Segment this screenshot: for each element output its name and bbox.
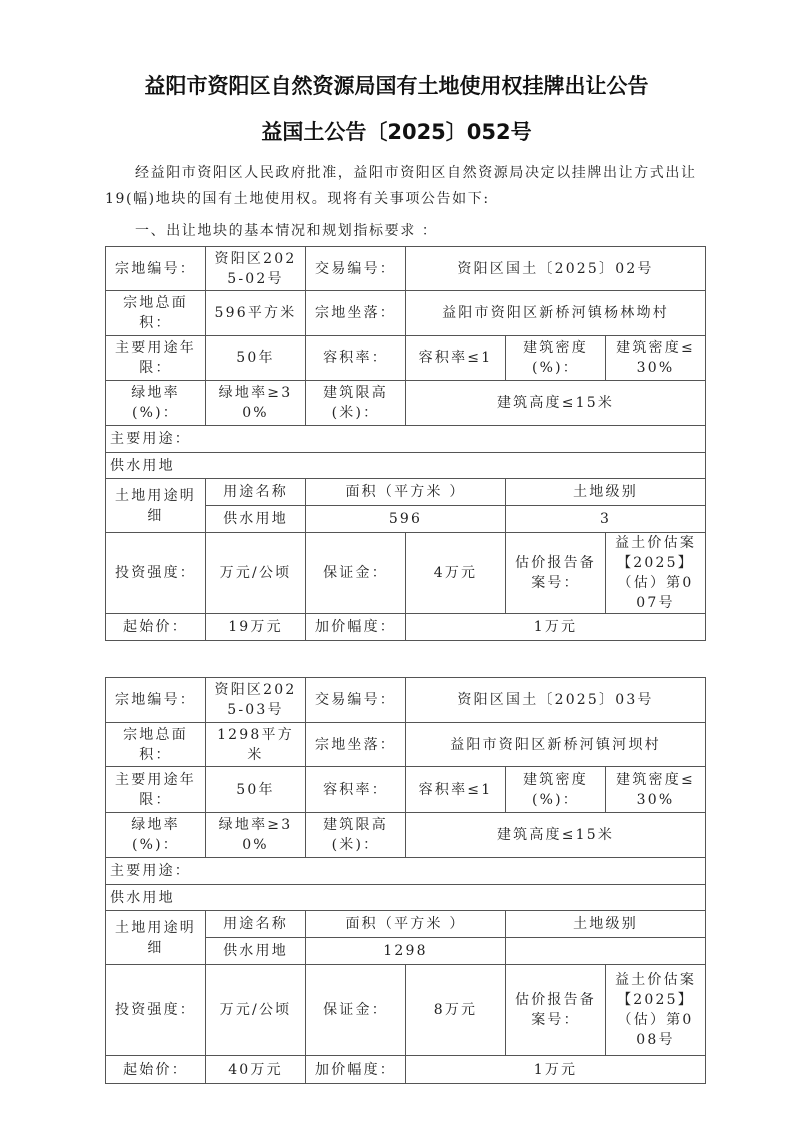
use-name-header: 用途名称 bbox=[206, 911, 306, 938]
table-row bbox=[106, 614, 706, 641]
table-row bbox=[106, 533, 706, 614]
table-row bbox=[106, 723, 706, 767]
density-value: 建筑密度≤30% bbox=[606, 336, 706, 381]
plot-table-1 bbox=[105, 246, 706, 641]
investment-value: 万元/公顷 bbox=[206, 533, 306, 614]
land-grade-value: 3 bbox=[506, 506, 706, 533]
green-ratio-label: 绿地率(%)： bbox=[106, 813, 206, 858]
increment-label: 加价幅度： bbox=[306, 1056, 406, 1084]
increment-value: 1万元 bbox=[406, 1056, 706, 1084]
land-grade-value bbox=[506, 938, 706, 965]
land-grade-header: 土地级别 bbox=[506, 911, 706, 938]
term-label: 主要用途年限： bbox=[106, 767, 206, 813]
density-label: 建筑密度(%)： bbox=[506, 336, 606, 381]
appraisal-no-value: 益土价估案【2025】（估）第008号 bbox=[606, 965, 706, 1056]
table-row bbox=[106, 381, 706, 426]
document-number: 益国土公告〔2025〕052号 bbox=[261, 120, 532, 144]
far-label: 容积率： bbox=[306, 767, 406, 813]
far-label: 容积率： bbox=[306, 336, 406, 381]
plot-table-2 bbox=[105, 677, 706, 1084]
area-value: 1298 bbox=[306, 938, 506, 965]
deposit-label: 保证金： bbox=[306, 533, 406, 614]
section-heading: 一、出让地块的基本情况和规划指标要求 ： bbox=[135, 223, 438, 239]
far-value: 容积率≤1 bbox=[406, 336, 506, 381]
total-area-value: 1298平方米 bbox=[206, 723, 306, 767]
trade-no-value: 资阳区国土〔2025〕03号 bbox=[406, 678, 706, 723]
table-row bbox=[106, 426, 706, 453]
intro-paragraph: 经益阳市资阳区人民政府批准，益阳市资阳区自然资源局决定以挂牌出让方式出让19(幅)地块的国有土地使用权。现将有关事项公告如下: bbox=[105, 165, 697, 207]
increment-label: 加价幅度： bbox=[306, 614, 406, 641]
density-label: 建筑密度(%)： bbox=[506, 767, 606, 813]
appraisal-no-label: 估价报告备案号： bbox=[506, 533, 606, 614]
term-value: 50年 bbox=[206, 336, 306, 381]
main-use-value: 供水用地 bbox=[106, 885, 706, 911]
deposit-label: 保证金： bbox=[306, 965, 406, 1056]
appraisal-no-label: 估价报告备案号： bbox=[506, 965, 606, 1056]
table-row bbox=[106, 965, 706, 1056]
area-value: 596 bbox=[306, 506, 506, 533]
green-ratio-value: 绿地率≥30% bbox=[206, 381, 306, 426]
investment-value: 万元/公顷 bbox=[206, 965, 306, 1056]
main-use-label: 主要用途： bbox=[106, 858, 706, 885]
green-ratio-value: 绿地率≥30% bbox=[206, 813, 306, 858]
density-value: 建筑密度≤30% bbox=[606, 767, 706, 813]
table-row bbox=[106, 336, 706, 381]
table-row bbox=[106, 813, 706, 858]
appraisal-no-value: 益土价估案【2025】（估）第007号 bbox=[606, 533, 706, 614]
land-grade-header: 土地级别 bbox=[506, 479, 706, 506]
plot-no-label: 宗地编号： bbox=[106, 678, 206, 723]
total-area-value: 596平方米 bbox=[206, 291, 306, 336]
table-row bbox=[106, 858, 706, 885]
table-row bbox=[106, 247, 706, 291]
use-detail-label: 土地用途明细 bbox=[106, 479, 206, 533]
start-price-label: 起始价： bbox=[106, 1056, 206, 1084]
table-row bbox=[106, 479, 706, 506]
table-row bbox=[106, 885, 706, 911]
table-row bbox=[106, 453, 706, 479]
total-area-label: 宗地总面积： bbox=[106, 291, 206, 336]
investment-label: 投资强度： bbox=[106, 965, 206, 1056]
location-label: 宗地坐落： bbox=[306, 291, 406, 336]
table-row bbox=[106, 291, 706, 336]
trade-no-label: 交易编号： bbox=[306, 678, 406, 723]
announcement-title: 益阳市资阳区自然资源局国有土地使用权挂牌出让公告 bbox=[144, 74, 649, 98]
start-price-value: 40万元 bbox=[206, 1056, 306, 1084]
use-name-value: 供水用地 bbox=[206, 506, 306, 533]
far-value: 容积率≤1 bbox=[406, 767, 506, 813]
start-price-value: 19万元 bbox=[206, 614, 306, 641]
increment-value: 1万元 bbox=[406, 614, 706, 641]
plot-no-label: 宗地编号： bbox=[106, 247, 206, 291]
table-row bbox=[106, 911, 706, 938]
plot-no-value: 资阳区2025-03号 bbox=[206, 678, 306, 723]
height-limit-label: 建筑限高(米)： bbox=[306, 813, 406, 858]
trade-no-value: 资阳区国土〔2025〕02号 bbox=[406, 247, 706, 291]
table-row bbox=[106, 678, 706, 723]
table-row bbox=[106, 767, 706, 813]
main-use-value: 供水用地 bbox=[106, 453, 706, 479]
use-name-value: 供水用地 bbox=[206, 938, 306, 965]
start-price-label: 起始价： bbox=[106, 614, 206, 641]
table-row bbox=[106, 1056, 706, 1084]
location-value: 益阳市资阳区新桥河镇杨林坳村 bbox=[406, 291, 706, 336]
plot-no-value: 资阳区2025-02号 bbox=[206, 247, 306, 291]
area-header: 面积（平方米 ） bbox=[306, 479, 506, 506]
main-use-label: 主要用途： bbox=[106, 426, 706, 453]
area-header: 面积（平方米 ） bbox=[306, 911, 506, 938]
total-area-label: 宗地总面积： bbox=[106, 723, 206, 767]
use-name-header: 用途名称 bbox=[206, 479, 306, 506]
height-limit-label: 建筑限高(米)： bbox=[306, 381, 406, 426]
deposit-value: 8万元 bbox=[406, 965, 506, 1056]
deposit-value: 4万元 bbox=[406, 533, 506, 614]
term-value: 50年 bbox=[206, 767, 306, 813]
green-ratio-label: 绿地率(%)： bbox=[106, 381, 206, 426]
use-detail-label: 土地用途明细 bbox=[106, 911, 206, 965]
trade-no-label: 交易编号： bbox=[306, 247, 406, 291]
location-label: 宗地坐落： bbox=[306, 723, 406, 767]
height-limit-value: 建筑高度≤15米 bbox=[406, 381, 706, 426]
investment-label: 投资强度： bbox=[106, 533, 206, 614]
height-limit-value: 建筑高度≤15米 bbox=[406, 813, 706, 858]
location-value: 益阳市资阳区新桥河镇河坝村 bbox=[406, 723, 706, 767]
term-label: 主要用途年限： bbox=[106, 336, 206, 381]
